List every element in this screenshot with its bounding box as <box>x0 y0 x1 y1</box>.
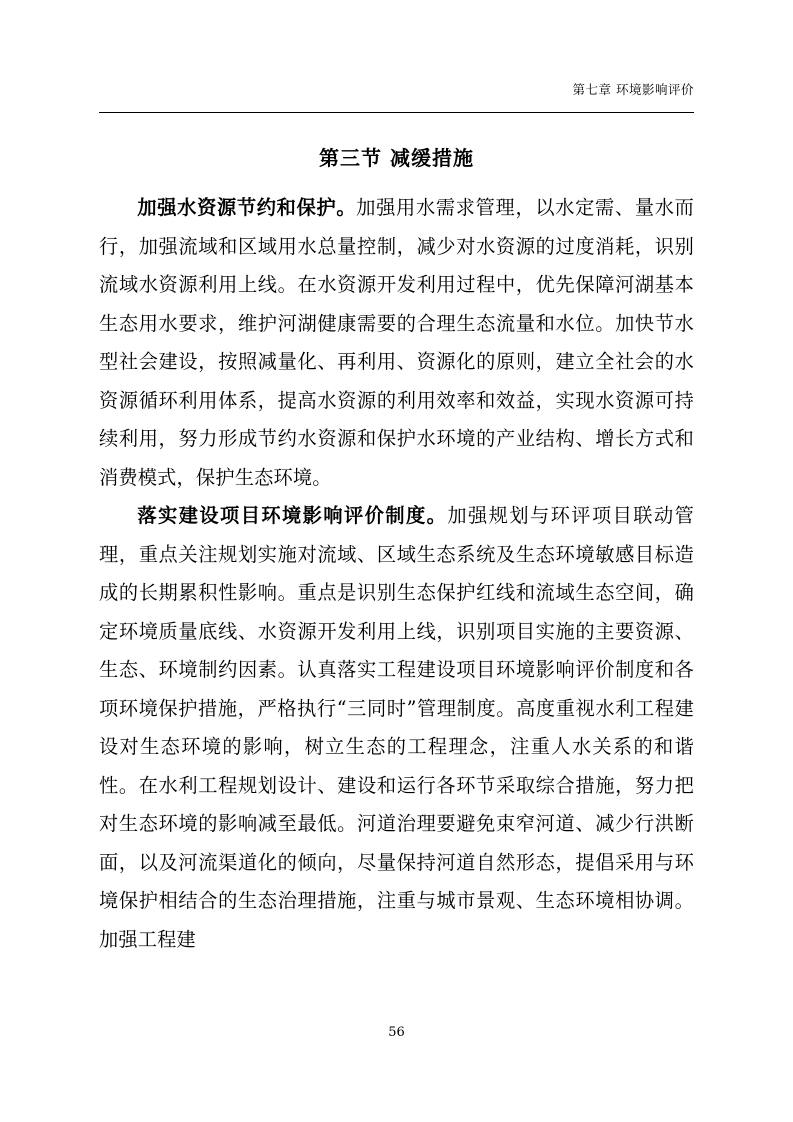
page-header <box>99 80 694 104</box>
section-title: 第三节 减缓措施 <box>319 146 474 170</box>
paragraph-2-text: 加强规划与环评项目联动管理，重点关注规划实施对流域、区域生态系统及生态环境敏感目标造成的长期累积性影响。重点是识别生态保护红线和流域生态空间，确定环境质量底线、水资源开发利用上线，识别项目实施的主要资源、生态、环境制约因素。认真落实工程建设项目环境影响评价制度和各项环境保护措施，严格执行“三同时”管理制度。高度重视水利工程建设对生态环境的影响，树立生态的工程理念，注重人水关系的和谐性。在水利工程规划设计、建设和运行各环节采取综合措施，努力把对生态环境的影响减至最低。河道治理要避免束窄河道、减少行洪断面，以及河流渠道化的倾向，尽量保持河道自然形态，提倡采用与环境保护相结合的生态治理措施，注重与城市景观、生态环境相协调。加强工程建 <box>99 504 694 951</box>
paragraph-1-text: 加强用水需求管理，以水定需、量水而行，加强流域和区域用水总量控制，减少对水资源的过度消耗，识别流域水资源利用上线。在水资源开发利用过程中，优先保障河湖基本生态用水要求，维护河湖健康需要的合理生态流量和水位。加快节水型社会建设，按照减量化、再利用、资源化的原则，建立全社会的水资源循环利用体系，提高水资源的利用效率和效益，实现水资源可持续利用，努力形成节约水资源和保护水环境的产业结构、增长方式和消费模式，保护生态环境。 <box>99 196 695 489</box>
page-number: 56 <box>388 1025 405 1040</box>
header-divider <box>99 112 694 113</box>
header-chapter-label: 第七章 环境影响评价 <box>572 82 694 97</box>
page-content <box>99 130 694 959</box>
paragraph-1-lead: 加强水资源节约和保护。 <box>137 196 357 219</box>
paragraph-2-lead: 落实建设项目环境影响评价制度。 <box>137 504 448 527</box>
paragraph-1 <box>99 189 694 497</box>
paragraph-2 <box>99 497 694 959</box>
